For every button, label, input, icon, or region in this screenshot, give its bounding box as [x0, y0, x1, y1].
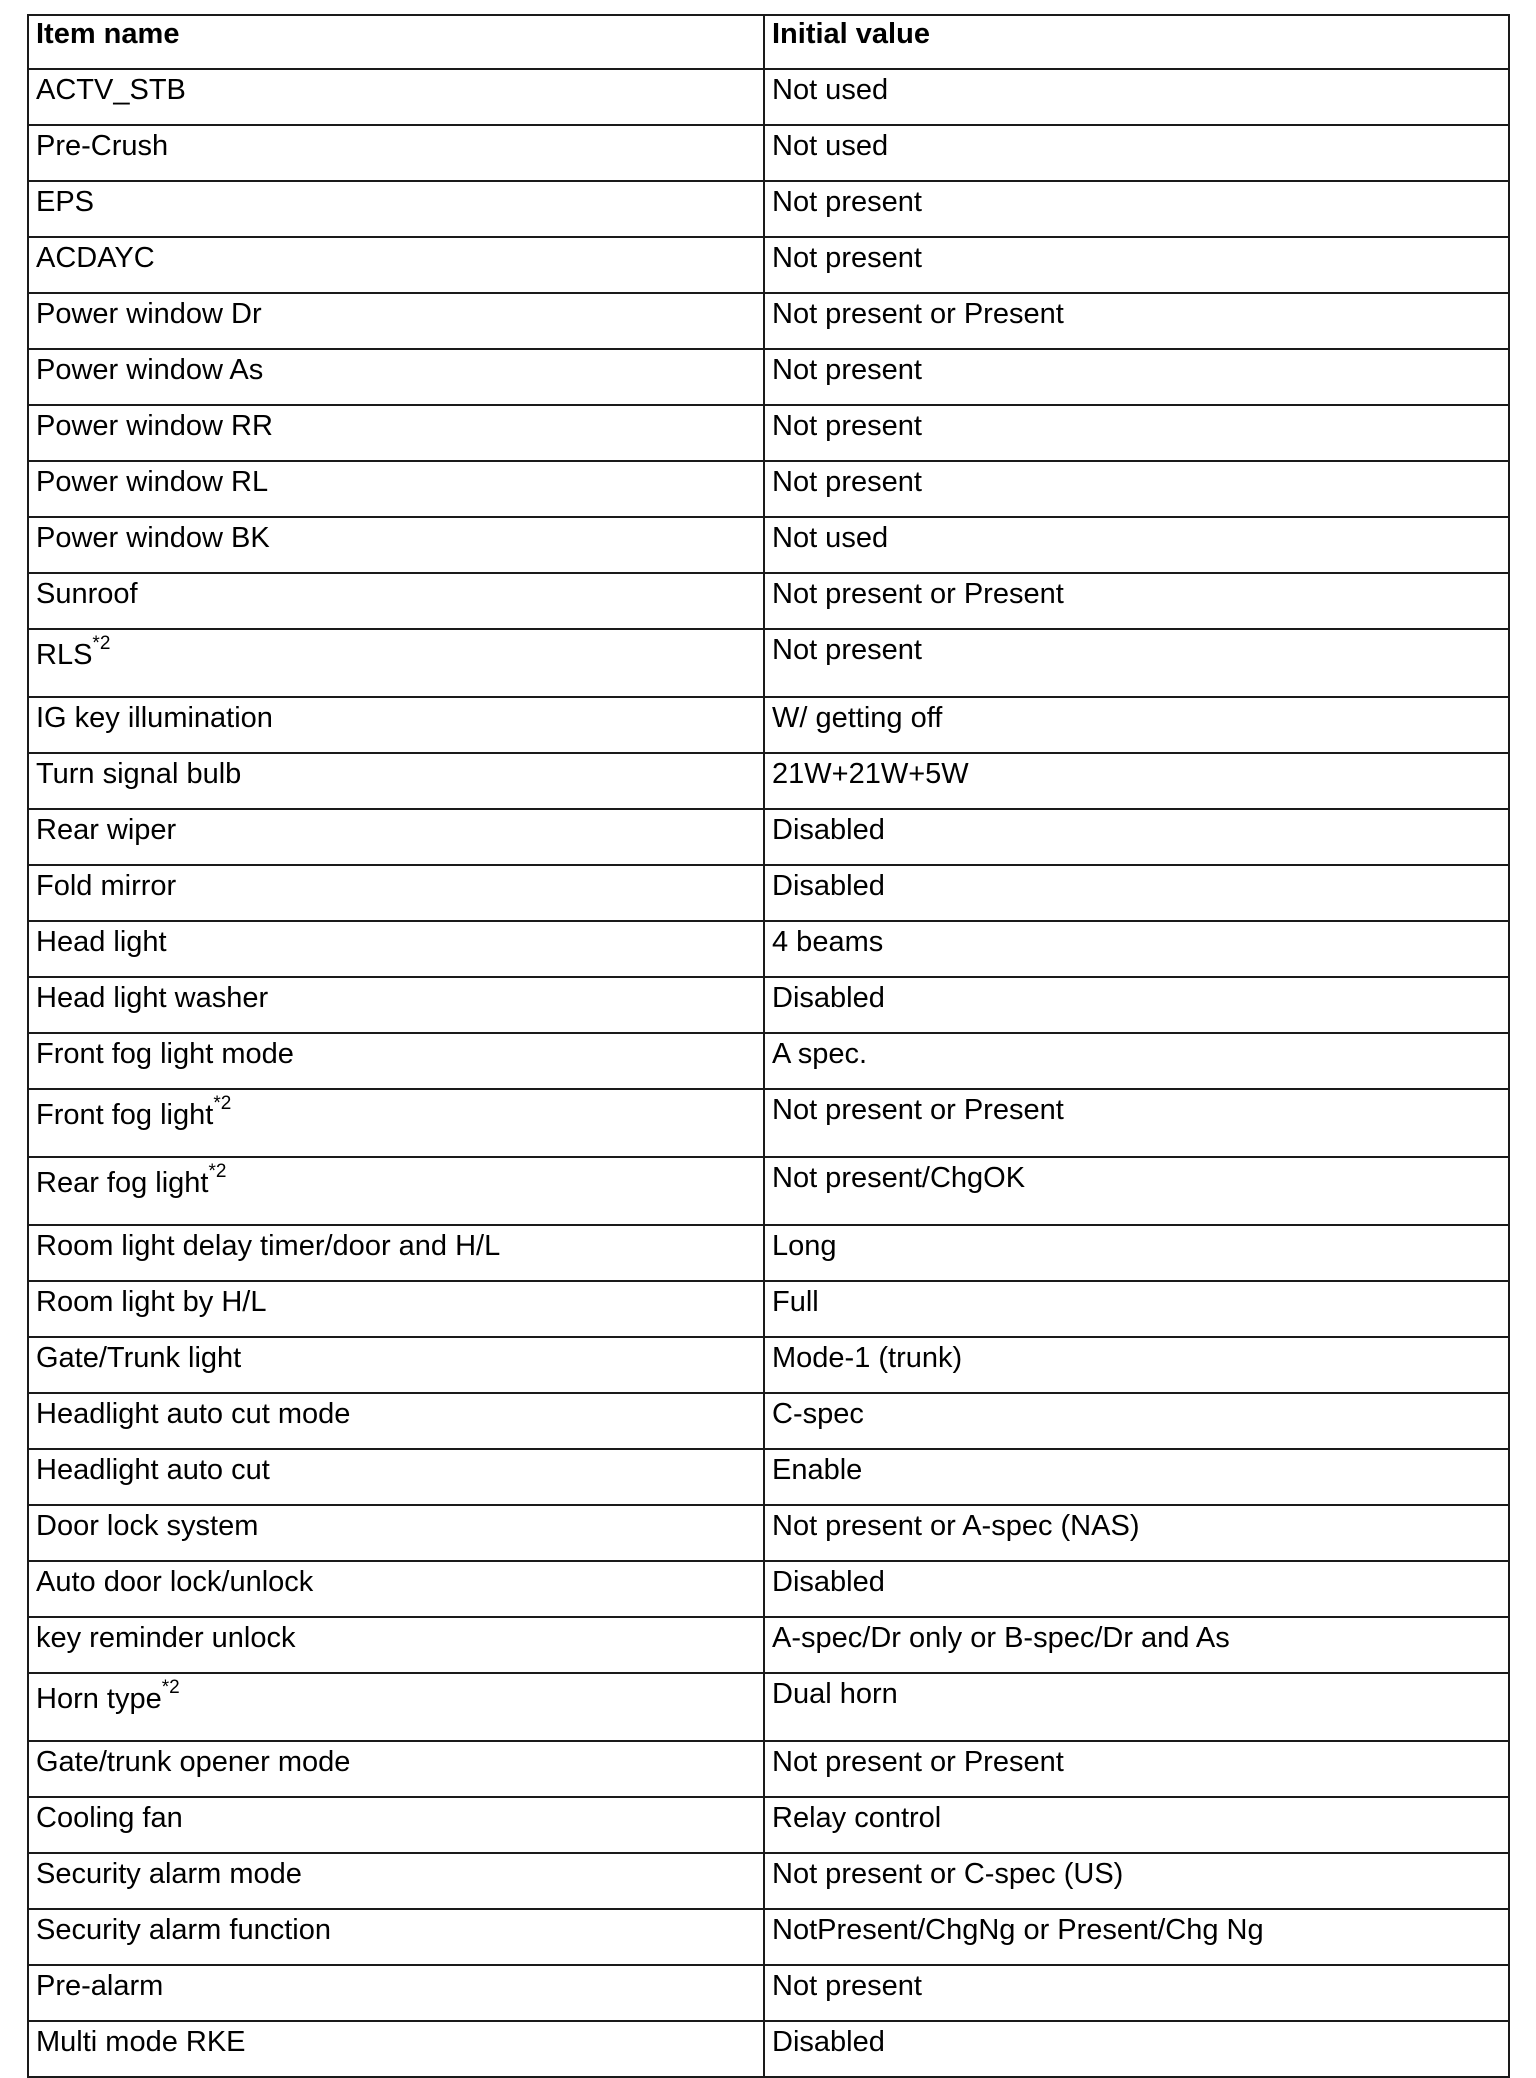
item-name-cell	[28, 1561, 764, 1617]
footnote-marker: *2	[92, 633, 111, 655]
item-name-cell	[28, 1853, 764, 1909]
initial-value-cell: Disabled	[764, 977, 1509, 1033]
column-header-initial-value: Initial value	[764, 15, 1509, 69]
initial-value-cell: Not present	[764, 405, 1509, 461]
column-header-item-name: Item name	[28, 15, 764, 69]
settings-table-container	[27, 14, 1508, 2078]
item-name-text: Sunroof	[36, 578, 138, 610]
initial-value-cell: Enable	[764, 1449, 1509, 1505]
table-row	[28, 181, 1509, 237]
item-name-cell	[28, 1741, 764, 1797]
table-row	[28, 1337, 1509, 1393]
item-name-text: Door lock system	[36, 1510, 259, 1542]
initial-value-cell: Relay control	[764, 1797, 1509, 1853]
initial-value-cell: Not present or Present	[764, 573, 1509, 629]
initial-value-cell: A spec.	[764, 1033, 1509, 1089]
table-row	[28, 865, 1509, 921]
initial-value-cell: Not present or Present	[764, 293, 1509, 349]
initial-value-cell: Not present or Present	[764, 1741, 1509, 1797]
table-row	[28, 1673, 1509, 1741]
item-name-cell	[28, 405, 764, 461]
item-name-cell	[28, 125, 764, 181]
table-row	[28, 1909, 1509, 1965]
initial-value-cell: Not used	[764, 517, 1509, 573]
item-name-cell	[28, 349, 764, 405]
initial-value-cell: Not used	[764, 125, 1509, 181]
initial-value-cell: Dual horn	[764, 1673, 1509, 1741]
initial-value-cell: Disabled	[764, 1561, 1509, 1617]
item-name-text: Multi mode RKE	[36, 2026, 246, 2058]
item-name-cell	[28, 1281, 764, 1337]
item-name-text: Power window Dr	[36, 298, 262, 330]
item-name-cell	[28, 921, 764, 977]
initial-value-cell: Not present	[764, 629, 1509, 697]
initial-value-cell: Disabled	[764, 2021, 1509, 2077]
table-row	[28, 461, 1509, 517]
table-row	[28, 697, 1509, 753]
table-row	[28, 517, 1509, 573]
initial-value-cell: 21W+21W+5W	[764, 753, 1509, 809]
initial-value-cell: Not present or Present	[764, 1089, 1509, 1157]
item-name-text: EPS	[36, 186, 95, 218]
item-name-cell	[28, 293, 764, 349]
table-row	[28, 1157, 1509, 1225]
item-name-cell	[28, 1033, 764, 1089]
initial-value-cell: Long	[764, 1225, 1509, 1281]
initial-value-cell: 4 beams	[764, 921, 1509, 977]
initial-value-cell: Not present or A-spec (NAS)	[764, 1505, 1509, 1561]
item-name-text: Headlight auto cut	[36, 1454, 270, 1486]
initial-value-cell: C-spec	[764, 1393, 1509, 1449]
item-name-text: Fold mirror	[36, 870, 177, 902]
footnote-marker: *2	[208, 1161, 227, 1183]
initial-value-cell: Not present or C-spec (US)	[764, 1853, 1509, 1909]
initial-value-cell: Mode-1 (trunk)	[764, 1337, 1509, 1393]
item-name-text: Rear wiper	[36, 814, 177, 846]
item-name-text: Rear fog light	[36, 1167, 209, 1199]
item-name-text: Cooling fan	[36, 1802, 183, 1834]
item-name-text: ACDAYC	[36, 242, 155, 274]
item-name-cell	[28, 517, 764, 573]
item-name-cell	[28, 573, 764, 629]
table-row	[28, 1225, 1509, 1281]
initial-value-cell: Not used	[764, 69, 1509, 125]
table-row	[28, 753, 1509, 809]
item-name-cell	[28, 2021, 764, 2077]
item-name-text: Security alarm mode	[36, 1858, 302, 1890]
item-name-text: IG key illumination	[36, 702, 273, 734]
item-name-cell	[28, 1617, 764, 1673]
table-row	[28, 125, 1509, 181]
table-row	[28, 809, 1509, 865]
item-name-cell	[28, 977, 764, 1033]
item-name-cell	[28, 1965, 764, 2021]
item-name-text: RLS	[36, 639, 93, 671]
table-row	[28, 293, 1509, 349]
item-name-text: Head light	[36, 926, 167, 958]
table-row	[28, 1033, 1509, 1089]
settings-table	[27, 14, 1510, 2078]
item-name-cell	[28, 69, 764, 125]
table-row	[28, 977, 1509, 1033]
item-name-text: Head light washer	[36, 982, 269, 1014]
initial-value-cell: Disabled	[764, 865, 1509, 921]
item-name-cell	[28, 237, 764, 293]
initial-value-cell: NotPresent/ChgNg or Present/Chg Ng	[764, 1909, 1509, 1965]
initial-value-cell: Not present	[764, 1965, 1509, 2021]
footnote-marker: *2	[161, 1677, 180, 1699]
table-row	[28, 1853, 1509, 1909]
item-name-text: Pre-alarm	[36, 1970, 164, 2002]
table-row	[28, 349, 1509, 405]
item-name-cell	[28, 809, 764, 865]
item-name-cell	[28, 753, 764, 809]
table-row	[28, 1965, 1509, 2021]
initial-value-cell: Full	[764, 1281, 1509, 1337]
item-name-cell	[28, 1449, 764, 1505]
item-name-cell	[28, 1225, 764, 1281]
item-name-cell	[28, 1393, 764, 1449]
table-row	[28, 69, 1509, 125]
table-row	[28, 1393, 1509, 1449]
table-body	[28, 69, 1509, 2077]
table-row	[28, 1741, 1509, 1797]
initial-value-cell: W/ getting off	[764, 697, 1509, 753]
item-name-text: Gate/trunk opener mode	[36, 1746, 351, 1778]
item-name-cell	[28, 181, 764, 237]
item-name-text: Horn type	[36, 1683, 162, 1715]
item-name-text: Front fog light	[36, 1099, 214, 1131]
table-row	[28, 1281, 1509, 1337]
item-name-cell	[28, 1157, 764, 1225]
item-name-text: Room light delay timer/door and H/L	[36, 1230, 501, 1262]
table-row	[28, 237, 1509, 293]
item-name-text: Front fog light mode	[36, 1038, 294, 1070]
item-name-text: Power window BK	[36, 522, 270, 554]
item-name-cell	[28, 1673, 764, 1741]
item-name-text: Gate/Trunk light	[36, 1342, 242, 1374]
table-row	[28, 1617, 1509, 1673]
item-name-text: Headlight auto cut mode	[36, 1398, 351, 1430]
table-row	[28, 573, 1509, 629]
item-name-cell	[28, 1505, 764, 1561]
item-name-cell	[28, 1089, 764, 1157]
item-name-text: Security alarm function	[36, 1914, 331, 1946]
item-name-cell	[28, 1909, 764, 1965]
item-name-cell	[28, 865, 764, 921]
item-name-text: Power window RR	[36, 410, 273, 442]
item-name-text: Power window RL	[36, 466, 269, 498]
item-name-text: Pre-Crush	[36, 130, 169, 162]
item-name-text: Power window As	[36, 354, 264, 386]
table-header-row	[28, 15, 1509, 69]
item-name-cell	[28, 461, 764, 517]
item-name-text: Auto door lock/unlock	[36, 1566, 314, 1598]
table-row	[28, 405, 1509, 461]
item-name-cell	[28, 629, 764, 697]
table-row	[28, 1505, 1509, 1561]
initial-value-cell: Not present	[764, 237, 1509, 293]
table-row	[28, 1449, 1509, 1505]
item-name-text: Room light by H/L	[36, 1286, 267, 1318]
item-name-text: ACTV_STB	[36, 74, 186, 106]
table-row	[28, 1561, 1509, 1617]
table-row	[28, 1797, 1509, 1853]
item-name-cell	[28, 1797, 764, 1853]
item-name-cell	[28, 697, 764, 753]
item-name-text: key reminder unlock	[36, 1622, 296, 1654]
initial-value-cell: A-spec/Dr only or B-spec/Dr and As	[764, 1617, 1509, 1673]
table-row	[28, 1089, 1509, 1157]
initial-value-cell: Not present	[764, 181, 1509, 237]
initial-value-cell: Not present	[764, 349, 1509, 405]
table-row	[28, 2021, 1509, 2077]
item-name-text: Turn signal bulb	[36, 758, 242, 790]
table-row	[28, 629, 1509, 697]
initial-value-cell: Not present/ChgOK	[764, 1157, 1509, 1225]
item-name-cell	[28, 1337, 764, 1393]
footnote-marker: *2	[213, 1093, 232, 1115]
initial-value-cell: Disabled	[764, 809, 1509, 865]
initial-value-cell: Not present	[764, 461, 1509, 517]
table-row	[28, 921, 1509, 977]
